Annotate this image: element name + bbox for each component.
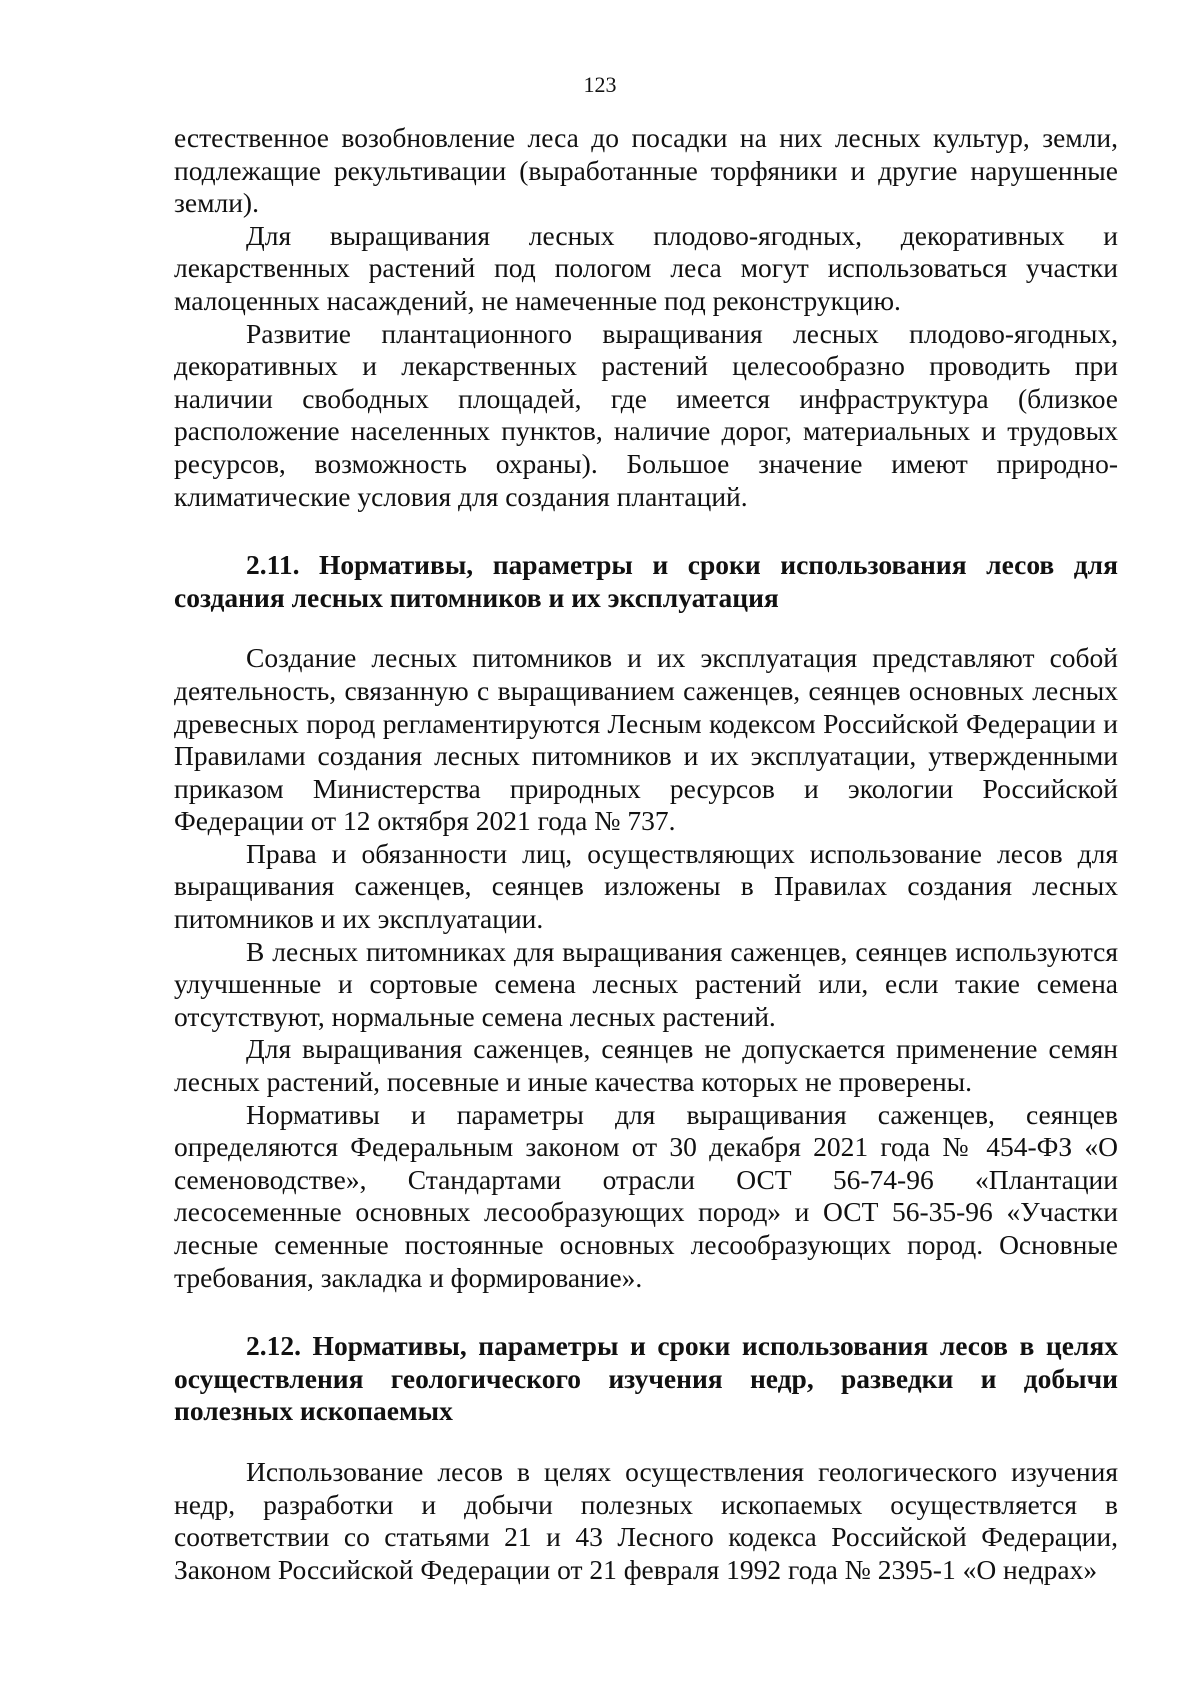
spacer [174,513,1118,549]
spacer [174,1294,1118,1330]
paragraph: Нормативы и параметры для выращивания саженцев, сеянцев определяются Федеральным законом от 30 декабря 2021 года № 454-ФЗ «О семеноводстве», Стандартами отрасли ОСТ 56-74-96 «Плантации лесосеменные основных лесообразующих пород» и ОСТ 56-35-96 «Участки лесные семенные постоянные основных лесообразующих пород. Основные требования, закладка и формирование». [174,1098,1118,1293]
spacer [174,1428,1118,1456]
section-heading-2-11: 2.11. Нормативы, параметры и сроки использования лесов для создания лесных питомников и их эксплуатация [174,549,1118,613]
section-heading-2-12: 2.12. Нормативы, параметры и сроки использования лесов в целях осуществления геологического изучения недр, разведки и добычи полезных ископаемых [174,1330,1118,1427]
paragraph: Развитие плантационного выращивания лесных плодово-ягодных, декоративных и лекарственных растений целесообразно проводить при наличии свободных площадей, где имеется инфраструктура (близкое расположение населенных пунктов, наличие дорог, материальных и трудовых ресурсов, возможность охраны). Большое значение имеют природно-климатические условия для создания плантаций. [174,317,1118,512]
paragraph: Права и обязанности лиц, осуществляющих использование лесов для выращивания саженцев, сеянцев изложены в Правилах создания лесных питомников и их эксплуатации. [174,837,1118,935]
page-number: 123 [583,72,617,97]
paragraph: Для выращивания саженцев, сеянцев не допускается применение семян лесных растений, посевные и иные качества которых не проверены. [174,1033,1118,1098]
spacer [174,614,1118,642]
paragraph: Для выращивания лесных плодово-ягодных, декоративных и лекарственных растений под пологом леса могут использоваться участки малоценных насаждений, не намеченные под реконструкцию. [174,219,1118,316]
page-body [174,122,1118,1586]
paragraph: Создание лесных питомников и их эксплуатация представляют собой деятельность, связанную с выращиванием саженцев, сеянцев основных лесных древесных пород регламентируются Лесным кодексом Российской Федерации и Правилами создания лесных питомников и их эксплуатации, утвержденными приказом Министерства природных ресурсов и экологии Российской Федерации от 12 октября 2021 года № 737. [174,642,1118,837]
paragraph: Использование лесов в целях осуществления геологического изучения недр, разработки и добычи полезных ископаемых осуществляется в соответствии со статьями 21 и 43 Лесного кодекса Российской Федерации, Законом Российской Федерации от 21 февраля 1992 года № 2395-1 «О недрах» [174,1455,1118,1585]
paragraph: В лесных питомниках для выращивания саженцев, сеянцев используются улучшенные и сортовые семена лесных растений или, если такие семена отсутствуют, нормальные семена лесных растений. [174,935,1118,1032]
paragraph: естественное возобновление леса до посадки на них лесных культур, земли, подлежащие рекультивации (выработанные торфяники и другие нарушенные земли). [174,122,1118,219]
